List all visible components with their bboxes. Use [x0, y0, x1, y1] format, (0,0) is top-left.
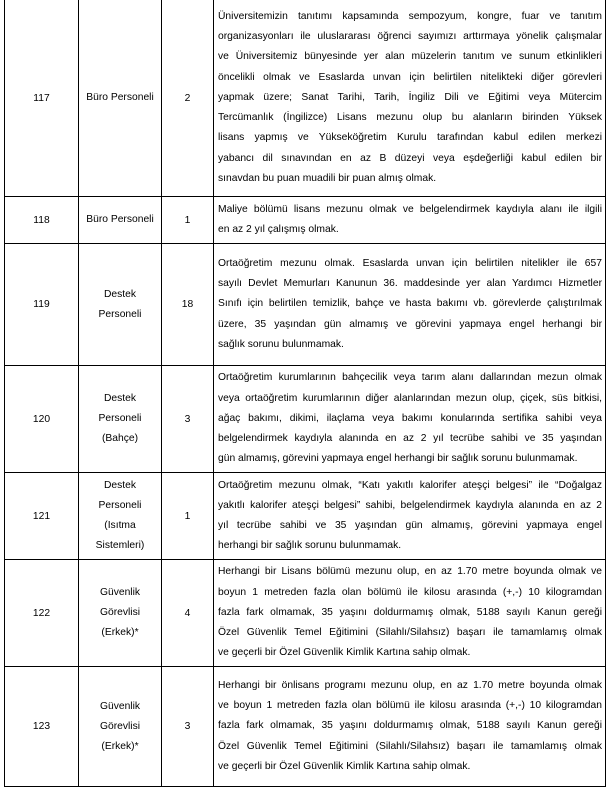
table-row	[5, 560, 606, 667]
position-title-line: Büro Personeli	[86, 92, 154, 103]
requirement-line: ağaç bakımı, dikimi, ilaçlama veya bakımı konularında sertifika sahibi veya	[218, 412, 602, 424]
position-number: 122	[5, 560, 79, 667]
table-row	[5, 197, 606, 244]
position-title	[79, 197, 162, 244]
position-requirements	[214, 667, 606, 787]
requirement-line: boyun 1 metreden fazla olan bölümü ile kilosu arasında (+,-) 10 kilogramdan	[218, 586, 602, 598]
position-title-line: Personeli	[98, 413, 142, 424]
requirement-line: Sınıfı için belirtilen temizlik, bahçe ve hasta bakımı vb. görevlerde çalıştırılmak	[218, 298, 602, 310]
position-number: 120	[5, 366, 79, 473]
table-row	[5, 473, 606, 560]
position-title-line: Büro Personeli	[86, 214, 154, 225]
requirement-line: lisans yapmış ve Yükseköğretim Kurulu tarafından kabul edilen merkezi	[218, 132, 602, 144]
position-requirements	[214, 366, 606, 473]
requirement-line: ve geçerli bir Özel Güvenlik Kimlik Kartına sahip olmak.	[218, 647, 471, 659]
position-title	[79, 366, 162, 473]
position-requirements	[214, 0, 606, 197]
requirement-line: ve Üniversitemiz bünyesinde yer alan müzelerin tanıtım ve sunum etkinlikleri	[218, 51, 602, 63]
position-title-line: Destek	[103, 393, 137, 404]
position-count: 1	[162, 197, 214, 244]
position-count: 2	[162, 0, 214, 197]
position-title	[79, 0, 162, 197]
requirement-line: herhangi bir sağlık sorunu bulunmamak.	[218, 540, 402, 552]
requirement-line: üzere, 35 yaşından gün almamış ve görevini yapmaya engel herhangi bir	[218, 318, 602, 330]
position-title	[79, 473, 162, 560]
requirement-line: Üniversitemizin tanıtımı kapsamında sempozyum, kongre, fuar ve tanıtım	[218, 11, 602, 23]
requirement-line: Özel Güvenlik Temel Eğitimini (Silahlı/Silahsız) başarı ile tamamlamış olmak	[218, 627, 602, 639]
requirement-line: Tercümanlık (İngilizce) Lisans mezunu olup bu alanların birinden Yüksek	[218, 112, 602, 124]
position-title	[79, 244, 162, 366]
table-row	[5, 366, 606, 473]
requirement-line: Özel Güvenlik Temel Eğitimini (Silahlı/Silahsız) başarı ile tamamlamış olmak	[218, 740, 602, 752]
position-title-line: Destek	[103, 480, 137, 491]
requirement-line: yabancı dil sınavından en az B düzeyi veya eşdeğerliği kabul edilen bir	[218, 152, 602, 164]
requirement-line: öncelikli olmak ve Esaslarda unvan için belirtilen nitelikteki diğer görevleri	[218, 71, 602, 83]
requirement-line: ve boyun 1 metreden fazla olan bölümü ile kilosu arasında (+,-) 10 kilogramdan	[218, 700, 602, 712]
requirement-line: sayılı Devlet Memurları Kanunun 36. maddesinde yer alan Yardımcı Hizmetler	[218, 278, 602, 290]
position-count: 3	[162, 667, 214, 787]
requirement-line: Ortaöğretim mezunu olmak, “Katı yakıtlı kalorifer ateşçi belgesi” ile “Doğalgaz	[218, 479, 602, 491]
position-title-line: (Erkek)*	[101, 627, 139, 638]
table-row	[5, 244, 606, 366]
requirement-line: yıl tecrübe sahibi ve 35 yaşından gün almamış, görevini yapmaya engel	[218, 520, 602, 531]
position-count: 1	[162, 473, 214, 560]
position-title	[79, 667, 162, 787]
requirement-line: Herhangi bir önlisans programı mezunu olup, en az 1.70 metre boyunda olmak	[218, 679, 602, 691]
table-row	[5, 0, 606, 197]
requirement-line: Herhangi bir Lisans bölümü mezunu olup, en az 1.70 metre boyunda olmak ve	[218, 566, 602, 578]
requirement-line: Ortaöğretim mezunu olmak. Esaslarda unvan için belirtilen nitelikler ile 657	[218, 257, 602, 269]
requirement-line: organizasyonları ile uluslararası öğrenci sayımızı arttırmaya yönelik çalışmalar	[218, 31, 602, 43]
position-title-line: Sistemleri)	[95, 540, 145, 551]
position-number: 119	[5, 244, 79, 366]
positions-table	[4, 0, 606, 787]
position-count: 18	[162, 244, 214, 366]
requirement-line: sağlık sorunu bulunmamak.	[218, 338, 344, 350]
position-title-line: Personeli	[98, 308, 142, 320]
position-title-line: Görevlisi	[99, 607, 141, 618]
position-requirements	[214, 560, 606, 667]
position-count: 3	[162, 366, 214, 473]
table-row	[5, 667, 606, 787]
position-title	[79, 560, 162, 667]
position-requirements	[214, 473, 606, 560]
position-title-line: (Bahçe)	[101, 433, 139, 444]
requirement-line: Ortaöğretim kurumlarının bahçecilik veya tarım alanı dallarından mezun olmak	[218, 372, 602, 384]
requirement-line: en az 2 yıl çalışmış olmak.	[218, 224, 339, 235]
position-requirements	[214, 197, 606, 244]
requirement-line: Maliye bölümü lisans mezunu olmak ve belgelendirmek kaydıyla alanı ile ilgili	[218, 203, 602, 215]
requirement-line: ve geçerli bir Özel Güvenlik Kimlik Kartına sahip olmak.	[218, 760, 471, 772]
requirement-line: sınavdan bu puan muadili bir puan almış olmak.	[218, 172, 437, 184]
requirement-line: veya ortaöğretim kurumlarının diğer alanlarından mezun olup, çiçek, süs bitkisi,	[218, 392, 602, 404]
positions-table-body	[5, 0, 606, 787]
position-number: 118	[5, 197, 79, 244]
position-number: 121	[5, 473, 79, 560]
requirement-line: fazla fark olmamak, 35 yaşını doldurmamış olmak, 5188 sayılı Kanun gereği	[218, 606, 602, 618]
position-title-line: Personeli	[98, 500, 142, 511]
position-count: 4	[162, 560, 214, 667]
requirement-line: gün almamış, görevini yapmaya engel herhangi bir sağlık sorunu bulunmamak.	[218, 453, 578, 465]
requirement-line: belgelendirmek kaydıyla alanında en az 2 yıl tecrübe sahibi ve 35 yaşından	[218, 433, 602, 445]
requirement-line: yakıtlı kalorifer ateşçi belgesi” sahibi, belgelendirmek kaydıyla alanında en az 2	[218, 499, 602, 511]
position-title-line: Görevlisi	[99, 720, 141, 732]
position-title-line: Güvenlik	[99, 700, 141, 712]
position-title-line: Destek	[103, 288, 137, 300]
requirement-line: fazla fark olmamak, 35 yaşını doldurmamış olmak, 5188 sayılı Kanun gereği	[218, 720, 602, 732]
requirement-line: yapmak üzere; Sanat Tarihi, Tarih, İngiliz Dili ve Eğitimi veya Mütercim	[218, 91, 602, 103]
position-requirements	[214, 244, 606, 366]
position-number: 117	[5, 0, 79, 197]
position-number: 123	[5, 667, 79, 787]
position-title-line: Güvenlik	[99, 587, 141, 598]
position-title-line: (Isıtma	[104, 520, 136, 531]
position-title-line: (Erkek)*	[101, 740, 139, 752]
